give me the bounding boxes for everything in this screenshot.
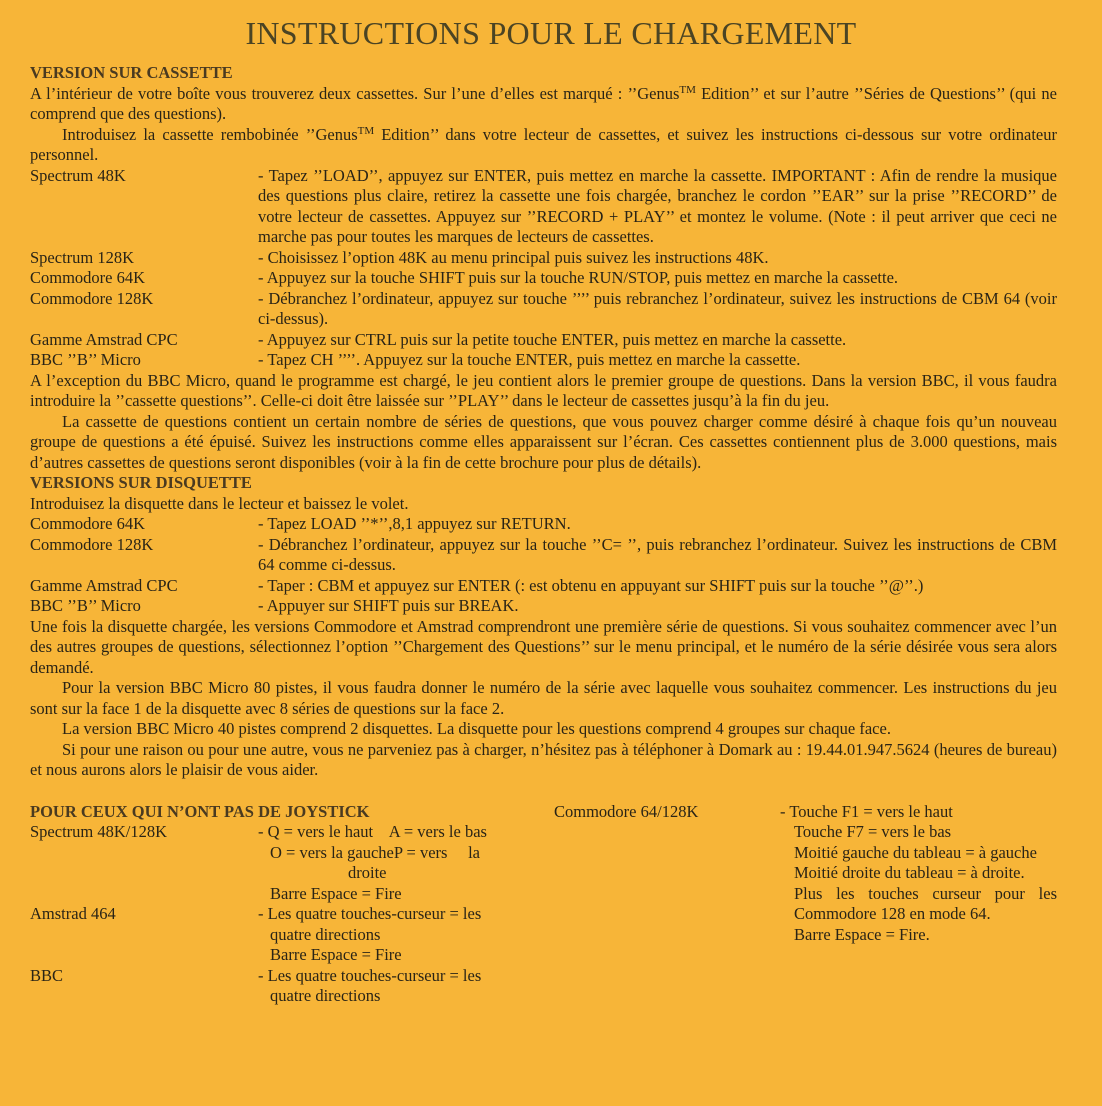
page-title: INSTRUCTIONS POUR LE CHARGEMENT [245, 15, 857, 51]
key-mapping [258, 966, 545, 1007]
no-joystick-section [30, 801, 1057, 1005]
system-name: Commodore 64/128K [554, 801, 699, 821]
keyboard-row-bbc [30, 966, 545, 1007]
cassette-note: La cassette de questions contient un certain nombre de séries de questions, que vous pouvez charger comme désiré à chaque fois qu’un nouveau groupe de questions a été épuisé. Suivez les instructions comme elles apparaissent sur l’écran. Ces cassettes contiennent plus de 3.000 questions, mais d’autres cassettes de questions seront disponibles (voir à la fin de cette brochure pour plus de détails). [30, 411, 1057, 472]
cassette-intro [30, 84, 1057, 125]
mapping-line: Barre Espace = Fire. [794, 924, 930, 944]
system-row [30, 350, 1057, 371]
main-content [30, 63, 1058, 1005]
system-instruction: - Appuyez sur la touche SHIFT puis sur la touche RUN/STOP, puis mettez en marche la cassette. [258, 268, 899, 287]
system-name: Commodore 64K [30, 514, 146, 533]
mapping-line: Touche F7 = vers le bas [794, 822, 952, 841]
system-name: Commodore 128K [30, 288, 154, 308]
system-instruction: - Appuyer sur SHIFT puis sur BREAK. [258, 596, 519, 615]
disk-note: Une fois la disquette chargée, les versions Commodore et Amstrad comprendront une première série de questions. Si vous souhaitez commencer avec l’un des autres groupes de questions, sélectionnez l’option ’’Chargement des Questions’’ sur le menu principal, et le numéro de la série désirée vous sera alors demandé. [30, 616, 1057, 677]
mapping-line: Moitié droite du tableau = à droite. [794, 863, 1025, 882]
disk-intro: Introduisez la disquette dans le lecteur et baissez le volet. [30, 493, 409, 513]
cassette-intro-part1: A l’intérieur de votre boîte vous trouverez deux cassettes. Sur l’une d’elles est marqué : ’’Genus [30, 83, 680, 103]
cassette-insert-part2: Edition’’ dans votre lecteur de cassettes, et suivez les instructions ci-dessous sur votre ordinateur personnel. [30, 124, 1058, 164]
system-instruction: - Débranchez l’ordinateur, appuyez sur touche ’’’’ puis rebranchez l’ordinateur, suivez les instructions de CBM 64 (voir ci-dessus). [258, 288, 1057, 328]
mapping-line: quatre directions [270, 986, 381, 1005]
system-instruction: - Débranchez l’ordinateur, appuyez sur la touche ’’C= ’’, puis rebranchez l’ordinateur. Suivez les instructions de CBM 64 comme ci-dessus. [258, 534, 1057, 574]
system-row [30, 166, 1057, 248]
system-name: Commodore 64K [30, 268, 146, 287]
system-name: Amstrad 464 [30, 904, 116, 923]
system-name: Spectrum 48K/128K [30, 822, 168, 841]
system-instruction: - Choisissez l’option 48K au menu principal puis suivez les instructions 48K. [258, 247, 769, 267]
disk-note: Pour la version BBC Micro 80 pistes, il vous faudra donner le numéro de la série avec laquelle vous souhaitez commencer. Les instructions du jeu sont sur la face 1 de la disquette avec 8 séries de questions sur la face 2. [30, 678, 1057, 718]
cassette-insert-part1: Introduisez la cassette rembobinée ’’Genus [62, 124, 358, 144]
system-row [30, 248, 1057, 269]
trademark-mark: TM [357, 124, 375, 137]
system-instruction: - Appuyez sur CTRL puis sur la petite touche ENTER, puis mettez en marche la cassette. [258, 329, 847, 349]
system-name: BBC ’’B’’ Micro [30, 596, 141, 615]
disk-heading: VERSIONS SUR DISQUETTE [30, 473, 252, 492]
cassette-intro-part2: Edition’’ et sur l’autre ’’Séries de Questions’’ (qui ne comprend que des questions). [30, 83, 1058, 123]
system-row [30, 596, 1057, 617]
system-instruction: - Tapez ’’LOAD’’, appuyez sur ENTER, puis mettez en marche la cassette. IMPORTANT : Afin de rendre la musique des questions plus claire, retirez la cassette une fois chargée, branchez le cordon ’’EAR’’ sur la prise ’’RECORD’’ de votre lecteur de cassettes. Appuyez sur ’’RECORD + PLAY’’ et montez le volume. (Note : il peut arriver que ceci ne marche pas pour toutes les marques de lecteurs de cassettes. [258, 165, 1057, 246]
mapping-line: - Les quatre touches-curseur = les [258, 965, 482, 985]
system-name: BBC [30, 965, 64, 985]
system-name: Gamme Amstrad CPC [30, 575, 178, 595]
system-row [30, 535, 1057, 576]
mapping-line: Barre Espace = Fire [270, 945, 402, 964]
system-row [30, 289, 1057, 330]
mapping-line: Moitié gauche du tableau = à gauche [794, 842, 1037, 862]
mapping-line: - Q = vers le haut A = vers le bas [258, 822, 487, 841]
mapping-line: Barre Espace = Fire [270, 883, 402, 903]
cassette-note: A l’exception du BBC Micro, quand le programme est chargé, le jeu contient alors le premier groupe de questions. Dans la version BBC, il vous faudra introduire la ’’cassette questions’’. Celle-ci doit être laissée sur ’’PLAY’’ dans le lecteur de cassettes jusqu’à la fin du jeu. [30, 370, 1057, 410]
system-instruction: - Tapez CH ’’’’. Appuyez sur la touche ENTER, puis mettez en marche la cassette. [258, 350, 801, 369]
joystick-heading: POUR CEUX QUI N’ONT PAS DE JOYSTICK [30, 801, 370, 821]
system-name: Commodore 128K [30, 534, 154, 554]
disk-note: La version BBC Micro 40 pistes comprend 2 disquettes. La disquette pour les questions comprend 4 groupes sur chaque face. [62, 719, 891, 738]
mapping-line: Plus les touches curseur pour les Commodore 128 en mode 64. [794, 883, 1057, 923]
system-row [30, 576, 1057, 597]
keyboard-row-amstrad [30, 904, 545, 966]
mapping-line: - Touche F1 = vers le haut [780, 801, 953, 821]
system-row [30, 268, 1057, 289]
keyboard-middle-column [554, 802, 780, 823]
disk-note: Si pour une raison ou pour une autre, vous ne parveniez pas à charger, n’hésitez pas à téléphoner à Domark au : 19.44.01.947.5624 (heures de bureau) et nous aurons alors le plaisir de vous aider. [30, 739, 1057, 779]
system-name: BBC ’’B’’ Micro [30, 350, 141, 369]
system-name: Gamme Amstrad CPC [30, 329, 178, 349]
system-name: Spectrum 48K [30, 165, 126, 185]
system-instruction: - Tapez LOAD ’’*’’,8,1 appuyez sur RETURN. [258, 514, 571, 533]
keyboard-left-column [30, 802, 545, 1007]
key-mapping [258, 822, 545, 904]
system-name: Spectrum 128K [30, 247, 135, 267]
keyboard-right-column [780, 802, 1057, 946]
cassette-insert [30, 125, 1057, 166]
system-row [30, 514, 1057, 535]
system-row [30, 330, 1057, 351]
system-instruction: - Taper : CBM et appuyez sur ENTER (: est obtenu en appuyant sur SHIFT puis sur la touche ’’@’’.) [258, 575, 924, 595]
cassette-heading: VERSION SUR CASSETTE [30, 63, 233, 82]
keyboard-row-spectrum [30, 822, 545, 904]
mapping-line: droite [348, 863, 387, 882]
mapping-line: O = vers la gaucheP = vers la [270, 842, 480, 862]
trademark-mark: TM [679, 83, 696, 96]
mapping-line: quatre directions [270, 924, 381, 944]
section-spacer [30, 781, 1057, 802]
mapping-line: - Les quatre touches-curseur = les [258, 904, 482, 923]
key-mapping [258, 904, 545, 966]
